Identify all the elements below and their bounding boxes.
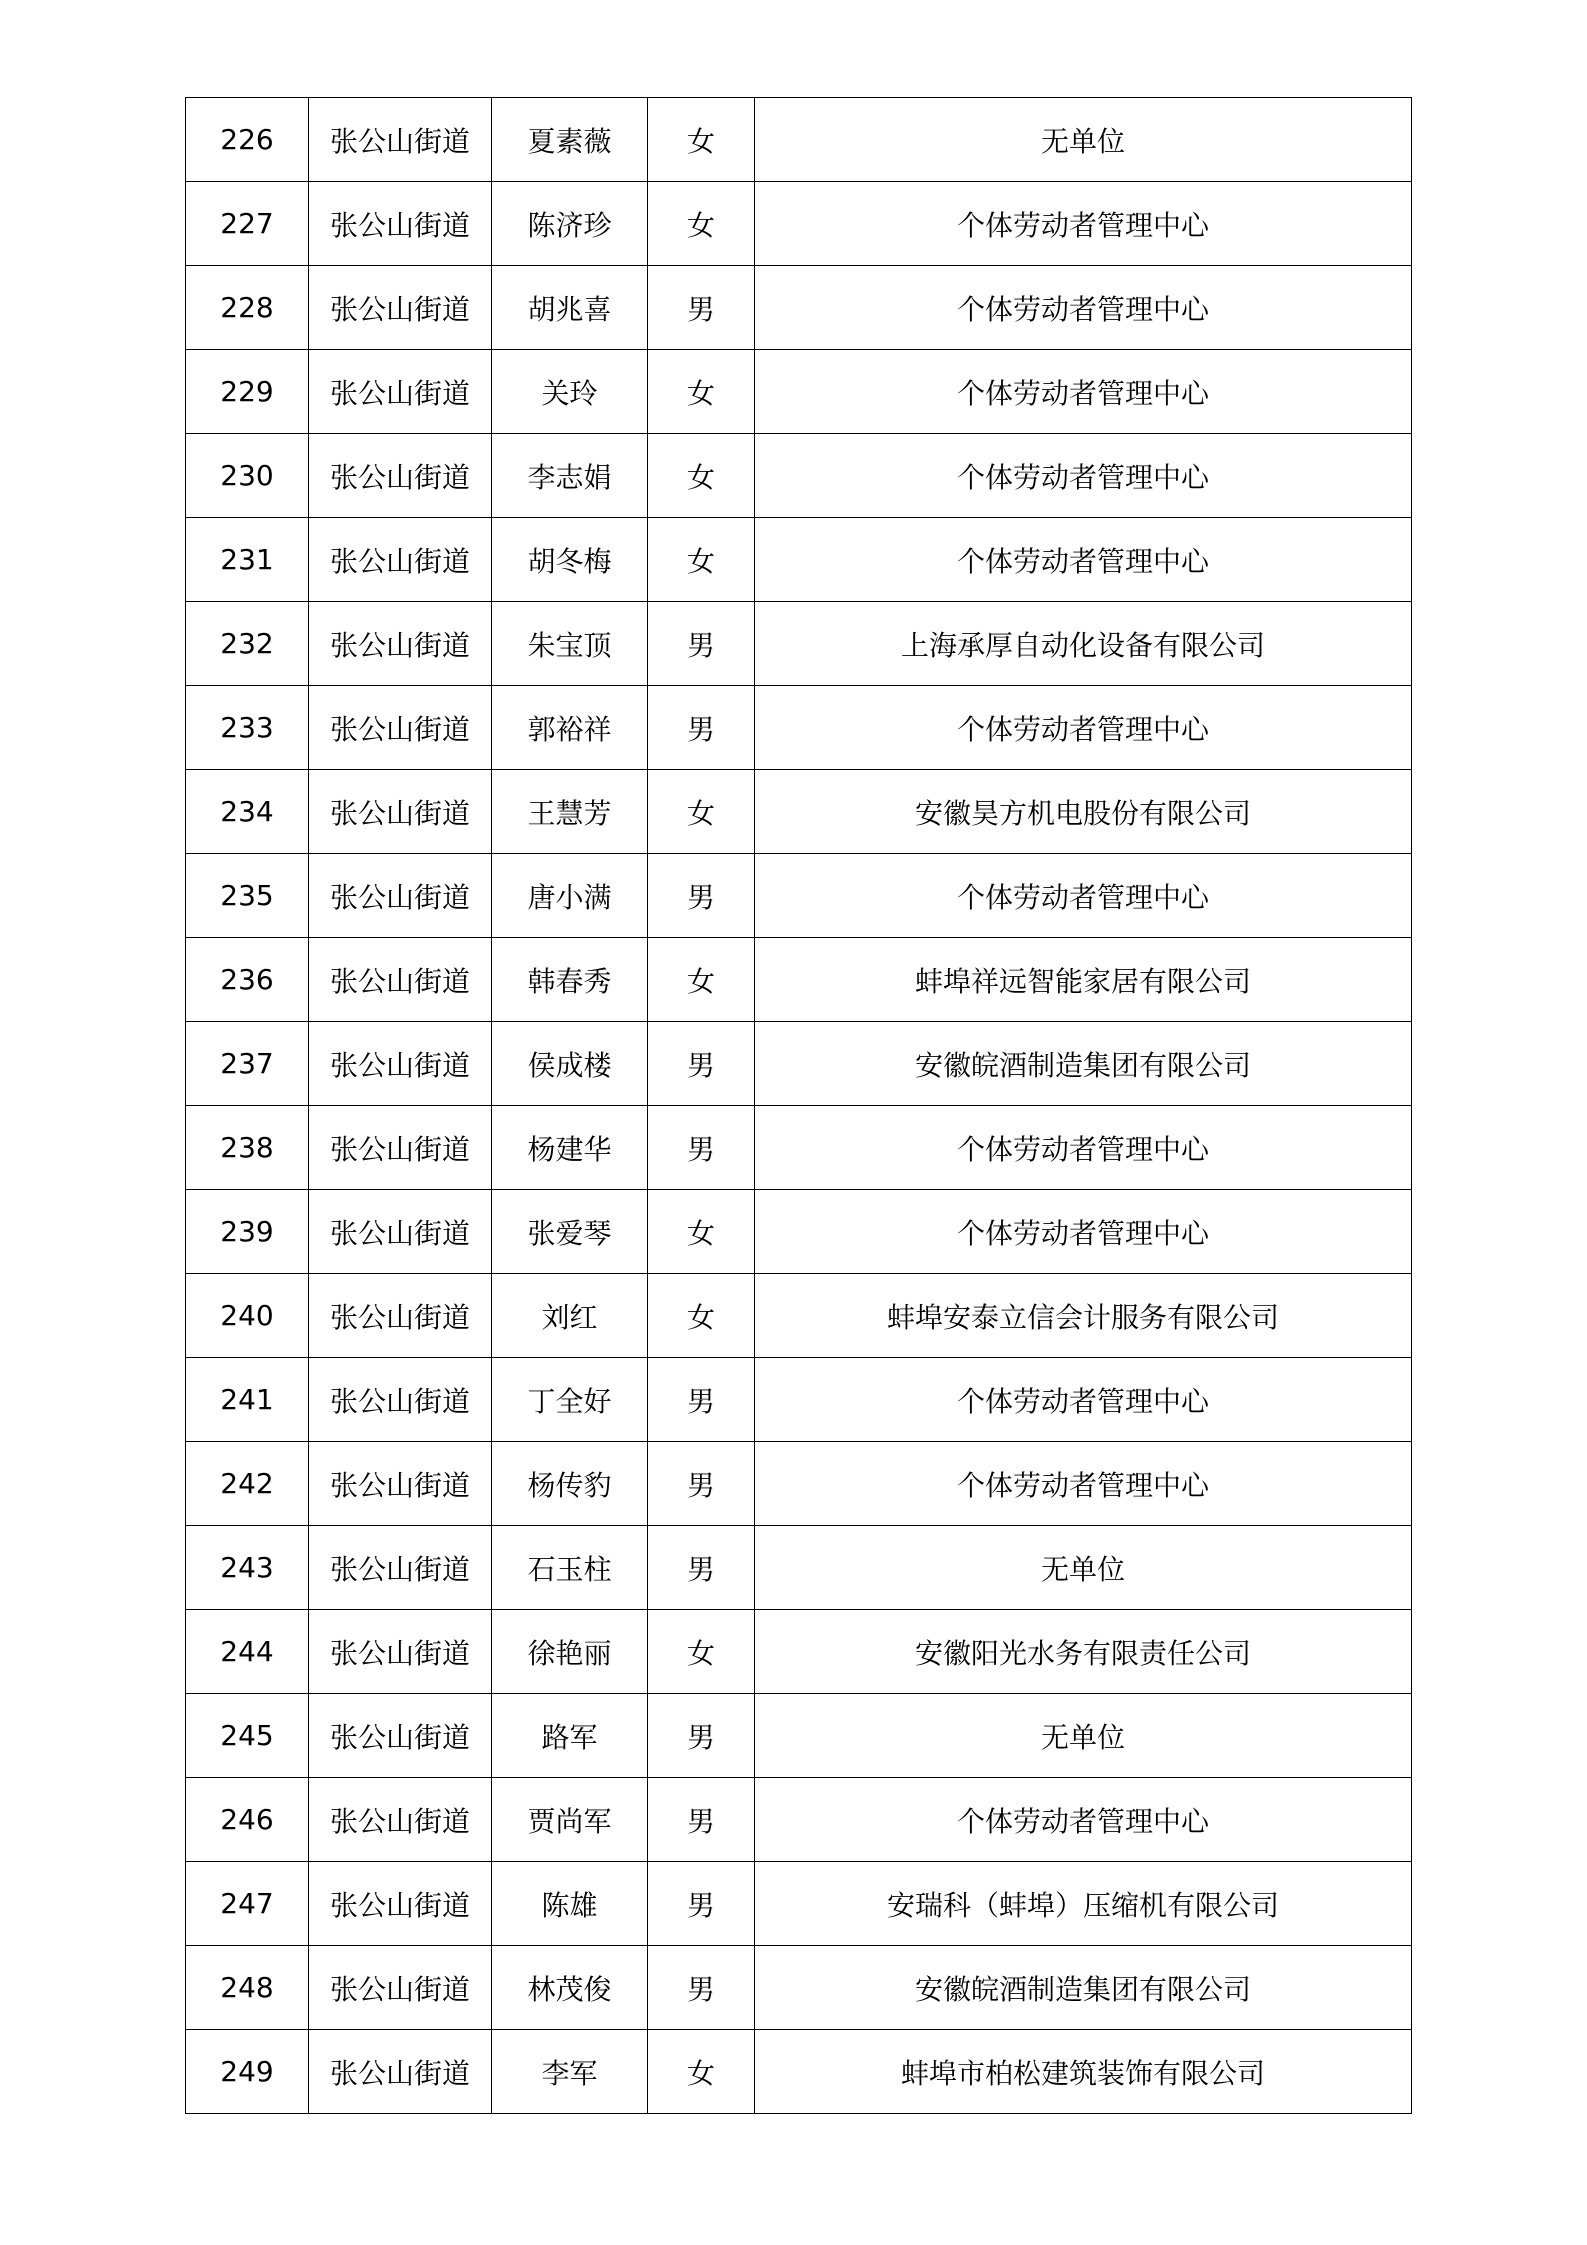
person-name: 路军 (492, 1694, 648, 1778)
person-name: 侯成楼 (492, 1022, 648, 1106)
table-row (186, 1442, 1412, 1526)
street-cell: 张公山街道 (309, 602, 492, 686)
gender-cell: 男 (648, 266, 755, 350)
table-row (186, 1022, 1412, 1106)
table-row (186, 1358, 1412, 1442)
person-name: 徐艳丽 (492, 1610, 648, 1694)
street-cell: 张公山街道 (309, 938, 492, 1022)
row-number: 242 (186, 1442, 309, 1526)
person-name: 胡冬梅 (492, 518, 648, 602)
gender-cell: 男 (648, 1022, 755, 1106)
street-cell: 张公山街道 (309, 98, 492, 182)
gender-cell: 女 (648, 938, 755, 1022)
person-name: 韩春秀 (492, 938, 648, 1022)
person-name: 李军 (492, 2030, 648, 2114)
street-cell: 张公山街道 (309, 770, 492, 854)
table-row (186, 1106, 1412, 1190)
person-name: 胡兆喜 (492, 266, 648, 350)
table-row (186, 1946, 1412, 2030)
gender-cell: 男 (648, 1778, 755, 1862)
street-cell: 张公山街道 (309, 350, 492, 434)
employer-cell: 无单位 (755, 1694, 1412, 1778)
person-name: 唐小满 (492, 854, 648, 938)
table-row (186, 854, 1412, 938)
gender-cell: 男 (648, 1442, 755, 1526)
employer-cell: 个体劳动者管理中心 (755, 434, 1412, 518)
row-number: 239 (186, 1190, 309, 1274)
gender-cell: 女 (648, 98, 755, 182)
street-cell: 张公山街道 (309, 1190, 492, 1274)
employer-cell: 个体劳动者管理中心 (755, 1190, 1412, 1274)
street-cell: 张公山街道 (309, 1526, 492, 1610)
employer-cell: 蚌埠安泰立信会计服务有限公司 (755, 1274, 1412, 1358)
employer-cell: 个体劳动者管理中心 (755, 1778, 1412, 1862)
row-number: 227 (186, 182, 309, 266)
employer-cell: 安徽阳光水务有限责任公司 (755, 1610, 1412, 1694)
row-number: 235 (186, 854, 309, 938)
row-number: 244 (186, 1610, 309, 1694)
employer-cell: 个体劳动者管理中心 (755, 1442, 1412, 1526)
employer-cell: 蚌埠市柏松建筑装饰有限公司 (755, 2030, 1412, 2114)
gender-cell: 女 (648, 1190, 755, 1274)
gender-cell: 男 (648, 854, 755, 938)
person-name: 张爱琴 (492, 1190, 648, 1274)
person-name: 石玉柱 (492, 1526, 648, 1610)
row-number: 245 (186, 1694, 309, 1778)
table-row (186, 770, 1412, 854)
person-name: 林茂俊 (492, 1946, 648, 2030)
employer-cell: 个体劳动者管理中心 (755, 686, 1412, 770)
row-number: 249 (186, 2030, 309, 2114)
gender-cell: 男 (648, 1862, 755, 1946)
row-number: 236 (186, 938, 309, 1022)
row-number: 232 (186, 602, 309, 686)
gender-cell: 男 (648, 1694, 755, 1778)
street-cell: 张公山街道 (309, 1358, 492, 1442)
person-name: 刘红 (492, 1274, 648, 1358)
table-row (186, 602, 1412, 686)
street-cell: 张公山街道 (309, 266, 492, 350)
person-name: 朱宝顶 (492, 602, 648, 686)
employer-cell: 个体劳动者管理中心 (755, 350, 1412, 434)
row-number: 247 (186, 1862, 309, 1946)
table-row (186, 1526, 1412, 1610)
person-name: 王慧芳 (492, 770, 648, 854)
gender-cell: 男 (648, 686, 755, 770)
employer-cell: 个体劳动者管理中心 (755, 854, 1412, 938)
employer-cell: 个体劳动者管理中心 (755, 518, 1412, 602)
row-number: 230 (186, 434, 309, 518)
employer-cell: 安瑞科（蚌埠）压缩机有限公司 (755, 1862, 1412, 1946)
table-row (186, 938, 1412, 1022)
table-row (186, 1778, 1412, 1862)
street-cell: 张公山街道 (309, 182, 492, 266)
table-row (186, 2030, 1412, 2114)
street-cell: 张公山街道 (309, 686, 492, 770)
gender-cell: 女 (648, 434, 755, 518)
person-name: 杨建华 (492, 1106, 648, 1190)
person-name: 丁全好 (492, 1358, 648, 1442)
gender-cell: 男 (648, 1526, 755, 1610)
street-cell: 张公山街道 (309, 1274, 492, 1358)
street-cell: 张公山街道 (309, 1022, 492, 1106)
street-cell: 张公山街道 (309, 434, 492, 518)
employer-cell: 安徽皖酒制造集团有限公司 (755, 1946, 1412, 2030)
employer-cell: 安徽昊方机电股份有限公司 (755, 770, 1412, 854)
street-cell: 张公山街道 (309, 854, 492, 938)
table-row (186, 1274, 1412, 1358)
person-name: 陈雄 (492, 1862, 648, 1946)
street-cell: 张公山街道 (309, 1862, 492, 1946)
street-cell: 张公山街道 (309, 1694, 492, 1778)
table-row (186, 98, 1412, 182)
row-number: 237 (186, 1022, 309, 1106)
row-number: 226 (186, 98, 309, 182)
person-name: 夏素薇 (492, 98, 648, 182)
gender-cell: 女 (648, 182, 755, 266)
table-row (186, 1610, 1412, 1694)
employer-cell: 个体劳动者管理中心 (755, 266, 1412, 350)
employer-cell: 个体劳动者管理中心 (755, 182, 1412, 266)
street-cell: 张公山街道 (309, 2030, 492, 2114)
street-cell: 张公山街道 (309, 518, 492, 602)
table-row (186, 1862, 1412, 1946)
roster-body (186, 98, 1412, 2114)
person-name: 贾尚军 (492, 1778, 648, 1862)
table-row (186, 518, 1412, 602)
gender-cell: 女 (648, 770, 755, 854)
row-number: 234 (186, 770, 309, 854)
gender-cell: 男 (648, 1106, 755, 1190)
street-cell: 张公山街道 (309, 1442, 492, 1526)
person-name: 杨传豹 (492, 1442, 648, 1526)
table-row (186, 1190, 1412, 1274)
employer-cell: 无单位 (755, 98, 1412, 182)
person-name: 李志娟 (492, 434, 648, 518)
row-number: 243 (186, 1526, 309, 1610)
gender-cell: 女 (648, 1610, 755, 1694)
person-name: 陈济珍 (492, 182, 648, 266)
street-cell: 张公山街道 (309, 1946, 492, 2030)
row-number: 233 (186, 686, 309, 770)
street-cell: 张公山街道 (309, 1778, 492, 1862)
table-row (186, 350, 1412, 434)
row-number: 241 (186, 1358, 309, 1442)
employer-cell: 上海承厚自动化设备有限公司 (755, 602, 1412, 686)
employer-cell: 个体劳动者管理中心 (755, 1358, 1412, 1442)
table-row (186, 434, 1412, 518)
street-cell: 张公山街道 (309, 1106, 492, 1190)
table-row (186, 1694, 1412, 1778)
table-row (186, 266, 1412, 350)
roster-table (185, 97, 1412, 2114)
row-number: 231 (186, 518, 309, 602)
gender-cell: 男 (648, 1946, 755, 2030)
gender-cell: 女 (648, 350, 755, 434)
employer-cell: 蚌埠祥远智能家居有限公司 (755, 938, 1412, 1022)
row-number: 248 (186, 1946, 309, 2030)
employer-cell: 个体劳动者管理中心 (755, 1106, 1412, 1190)
gender-cell: 男 (648, 1358, 755, 1442)
gender-cell: 女 (648, 2030, 755, 2114)
person-name: 郭裕祥 (492, 686, 648, 770)
row-number: 228 (186, 266, 309, 350)
gender-cell: 男 (648, 602, 755, 686)
row-number: 246 (186, 1778, 309, 1862)
row-number: 240 (186, 1274, 309, 1358)
row-number: 238 (186, 1106, 309, 1190)
table-row (186, 686, 1412, 770)
gender-cell: 女 (648, 1274, 755, 1358)
street-cell: 张公山街道 (309, 1610, 492, 1694)
person-name: 关玲 (492, 350, 648, 434)
employer-cell: 无单位 (755, 1526, 1412, 1610)
gender-cell: 女 (648, 518, 755, 602)
table-row (186, 182, 1412, 266)
employer-cell: 安徽皖酒制造集团有限公司 (755, 1022, 1412, 1106)
row-number: 229 (186, 350, 309, 434)
